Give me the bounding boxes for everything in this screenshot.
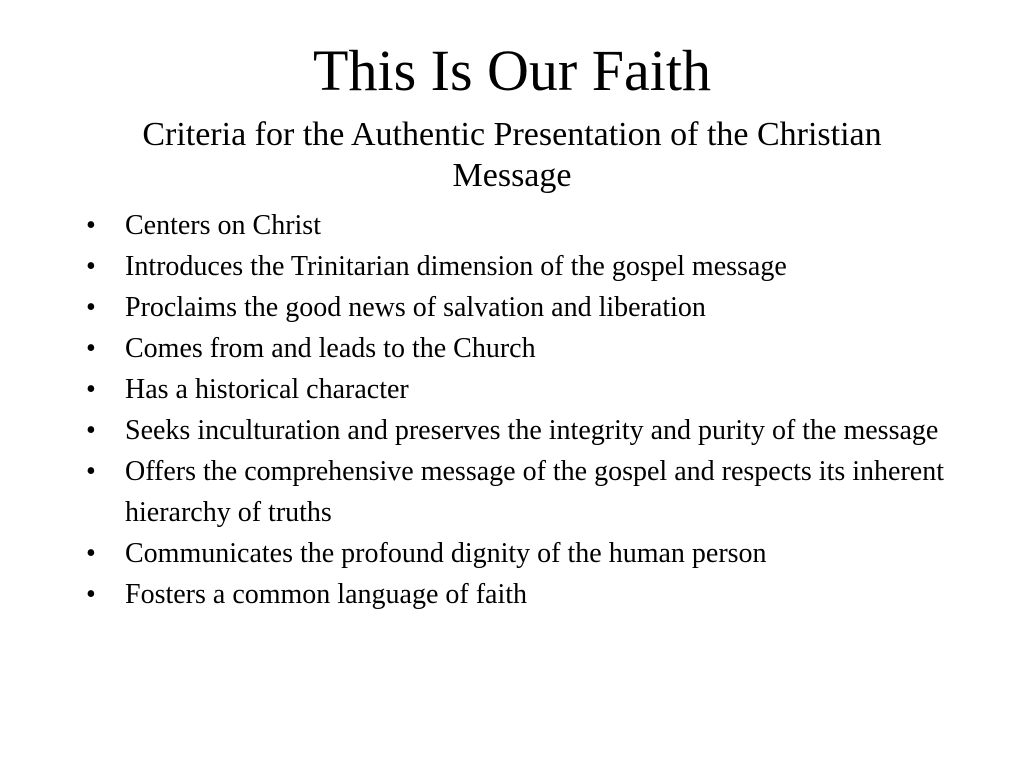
slide-title: This Is Our Faith [313,38,711,103]
bullet-item [82,205,952,246]
bullet-text: Comes from and leads to the Church [125,333,536,364]
bullet-item [82,451,952,533]
bullet-item [82,574,952,615]
bullet-item [82,369,952,410]
bullet-item [82,328,952,369]
bullet-icon: • [86,292,96,323]
slide-subtitle: Criteria for the Authentic Presentation of the Christian Message [142,116,882,194]
bullet-icon: • [86,415,96,446]
bullet-text: Fosters a common language of faith [125,579,528,610]
bullet-icon: • [86,333,96,364]
bullet-text: Seeks inculturation and preserves the integrity and purity of the message [125,415,939,446]
bullet-text: Has a historical character [125,374,409,405]
bullet-icon: • [86,456,96,487]
bullet-text: Communicates the profound dignity of the human person [125,538,767,569]
bullet-text: Centers on Christ [125,210,321,241]
bullet-icon: • [86,579,96,610]
bullet-icon: • [86,374,96,405]
bullet-item [82,287,952,328]
bullet-item [82,533,952,574]
bullet-item [82,410,952,451]
bullet-text: Proclaims the good news of salvation and liberation [125,292,706,323]
bullet-list [82,205,952,615]
bullet-icon: • [86,210,96,241]
bullet-icon: • [86,538,96,569]
bullet-text: Offers the comprehensive message of the gospel and respects its inherent hierarchy of truths [125,456,944,528]
bullet-icon: • [86,251,96,282]
bullet-text: Introduces the Trinitarian dimension of the gospel message [125,251,787,282]
bullet-item [82,246,952,287]
